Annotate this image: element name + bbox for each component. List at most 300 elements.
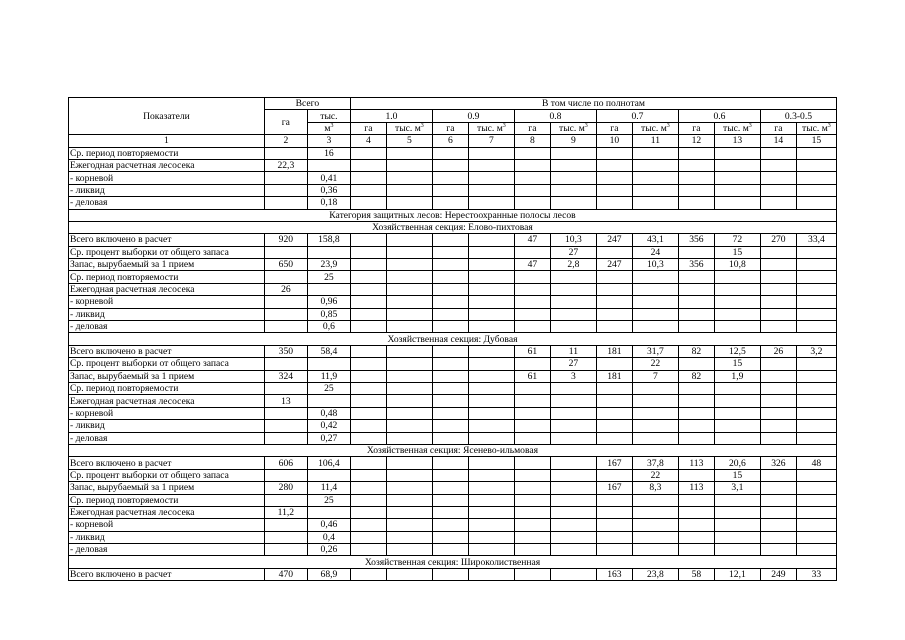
table-cell (432, 531, 468, 543)
table-cell (350, 358, 386, 370)
row-label: - ликвид (69, 308, 265, 320)
table-row (69, 395, 837, 407)
table-cell (432, 370, 468, 382)
table-cell: 106,4 (307, 457, 350, 469)
table-cell (386, 147, 432, 159)
table-cell (796, 159, 836, 171)
table-cell (596, 494, 632, 506)
header-density-0-7: 0.7 (596, 110, 678, 122)
section-row (69, 333, 837, 345)
table-row (69, 271, 837, 283)
table-cell (468, 519, 514, 531)
table-cell (432, 506, 468, 518)
table-cell: 15 (714, 358, 760, 370)
table-cell (468, 395, 514, 407)
table-cell: 22 (632, 469, 678, 481)
table-cell (468, 358, 514, 370)
table-cell (264, 308, 307, 320)
table-cell (596, 296, 632, 308)
table-cell (632, 147, 678, 159)
row-label: Ср. период повторяемости (69, 494, 265, 506)
table-cell (264, 544, 307, 556)
table-row (69, 358, 837, 370)
table-cell (550, 457, 596, 469)
table-cell (350, 184, 386, 196)
table-cell: 47 (514, 259, 550, 271)
table-cell (760, 358, 796, 370)
table-cell (514, 159, 550, 171)
row-label: Всего включено в расчет (69, 234, 265, 246)
table-cell (714, 184, 760, 196)
table-cell (678, 358, 714, 370)
table-cell (796, 321, 836, 333)
table-cell (350, 432, 386, 444)
table-cell: 280 (264, 482, 307, 494)
table-cell: 15 (714, 246, 760, 258)
table-cell (796, 519, 836, 531)
table-cell (307, 469, 350, 481)
table-cell (596, 308, 632, 320)
row-label: - деловая (69, 432, 265, 444)
table-cell (386, 172, 432, 184)
table-cell (432, 407, 468, 419)
table-cell (514, 544, 550, 556)
table-row (69, 172, 837, 184)
table-cell (350, 172, 386, 184)
row-label: Ср. процент выборки от общего запаса (69, 246, 265, 258)
table-cell (264, 147, 307, 159)
table-cell (386, 321, 432, 333)
table-cell (596, 395, 632, 407)
row-label: Запас, вырубаемый за 1 прием (69, 370, 265, 382)
column-number: 3 (307, 135, 350, 147)
row-label: Всего включено в расчет (69, 457, 265, 469)
table-cell: 7 (632, 370, 678, 382)
table-cell (432, 271, 468, 283)
table-row (69, 159, 837, 171)
table-cell: 249 (760, 568, 796, 580)
column-number: 14 (760, 135, 796, 147)
table-cell (386, 407, 432, 419)
row-label: - ликвид (69, 184, 265, 196)
table-cell (468, 308, 514, 320)
row-label: Всего включено в расчет (69, 345, 265, 357)
table-cell (796, 506, 836, 518)
table-cell (796, 382, 836, 394)
table-cell: 22,3 (264, 159, 307, 171)
table-row (69, 283, 837, 295)
table-cell (632, 283, 678, 295)
table-cell (714, 544, 760, 556)
table-cell: 0,4 (307, 531, 350, 543)
table-row (69, 482, 837, 494)
table-row (69, 296, 837, 308)
row-label: Ср. период повторяемости (69, 271, 265, 283)
header-density-0-6: 0.6 (678, 110, 760, 122)
row-label: - деловая (69, 544, 265, 556)
table-cell (386, 395, 432, 407)
table-cell (514, 457, 550, 469)
table-cell (514, 420, 550, 432)
table-cell (264, 271, 307, 283)
table-cell: 47 (514, 234, 550, 246)
table-cell (432, 321, 468, 333)
table-cell: 26 (760, 345, 796, 357)
table-cell (432, 382, 468, 394)
table-row (69, 259, 837, 271)
table-cell (678, 172, 714, 184)
table-cell (796, 184, 836, 196)
table-cell (432, 246, 468, 258)
column-number: 8 (514, 135, 550, 147)
row-label: Ср. период повторяемости (69, 382, 265, 394)
table-cell (796, 432, 836, 444)
table-cell (714, 531, 760, 543)
table-cell (307, 159, 350, 171)
table-cell (596, 469, 632, 481)
table-cell (307, 246, 350, 258)
header-unit-thousand-m3: тыс. $м^3$ (550, 122, 596, 134)
table-cell: 0,96 (307, 296, 350, 308)
table-cell (350, 494, 386, 506)
table-cell (514, 432, 550, 444)
table-cell (432, 432, 468, 444)
table-cell (596, 246, 632, 258)
table-cell (550, 407, 596, 419)
table-cell (796, 172, 836, 184)
table-cell (386, 519, 432, 531)
table-cell (796, 407, 836, 419)
table-cell: 650 (264, 259, 307, 271)
table-cell: 2,8 (550, 259, 596, 271)
table-row (69, 345, 837, 357)
section-row (69, 209, 837, 221)
table-cell (678, 246, 714, 258)
table-cell (714, 321, 760, 333)
table-cell: 33,4 (796, 234, 836, 246)
table-cell (468, 568, 514, 580)
table-cell (386, 494, 432, 506)
header-unit-ha: га (678, 122, 714, 134)
table-cell (468, 345, 514, 357)
row-label: - ликвид (69, 420, 265, 432)
table-cell (432, 358, 468, 370)
table-cell (796, 482, 836, 494)
table-cell (264, 184, 307, 196)
table-cell (678, 382, 714, 394)
table-cell (760, 544, 796, 556)
table-cell: 61 (514, 345, 550, 357)
table-cell (714, 519, 760, 531)
table-cell (386, 469, 432, 481)
section-row (69, 221, 837, 233)
table-cell: 0,85 (307, 308, 350, 320)
table-cell (350, 246, 386, 258)
table-cell (468, 494, 514, 506)
table-cell (514, 246, 550, 258)
table-cell (796, 308, 836, 320)
table-cell (468, 197, 514, 209)
header-row-1 (69, 98, 837, 110)
table-cell: 11 (550, 345, 596, 357)
table-cell: 16 (307, 147, 350, 159)
table-cell (796, 494, 836, 506)
table-cell: 22 (632, 358, 678, 370)
row-label: Ср. период повторяемости (69, 147, 265, 159)
table-cell (796, 544, 836, 556)
table-cell (678, 420, 714, 432)
table-cell (678, 184, 714, 196)
table-cell (550, 296, 596, 308)
table-cell (632, 519, 678, 531)
forest-allowable-cut-table (68, 97, 837, 581)
table-cell (350, 407, 386, 419)
table-cell (514, 519, 550, 531)
table-cell (514, 296, 550, 308)
table-cell: 82 (678, 370, 714, 382)
table-cell (264, 197, 307, 209)
row-label: Ежегодная расчетная лесосека (69, 283, 265, 295)
table-cell (468, 544, 514, 556)
column-numbers-row (69, 135, 837, 147)
table-cell (514, 395, 550, 407)
table-cell: 58 (678, 568, 714, 580)
row-label: - корневой (69, 296, 265, 308)
row-label: - корневой (69, 172, 265, 184)
table-cell (514, 358, 550, 370)
table-cell (596, 159, 632, 171)
table-cell: 181 (596, 370, 632, 382)
column-number: 15 (796, 135, 836, 147)
table-cell (678, 531, 714, 543)
table-cell (714, 147, 760, 159)
table-cell (678, 159, 714, 171)
table-cell (264, 358, 307, 370)
table-cell (350, 544, 386, 556)
table-row (69, 184, 837, 196)
table-cell (678, 296, 714, 308)
table-cell (760, 469, 796, 481)
table-cell (550, 159, 596, 171)
table-cell: 26 (264, 283, 307, 295)
table-cell (796, 283, 836, 295)
table-cell: 3 (550, 370, 596, 382)
table-cell: 12,5 (714, 345, 760, 357)
table-cell (350, 395, 386, 407)
table-cell (350, 457, 386, 469)
table-cell: 31,7 (632, 345, 678, 357)
table-cell (796, 370, 836, 382)
table-cell: 0,26 (307, 544, 350, 556)
section-title: Хозяйственная секция: Дубовая (69, 333, 837, 345)
table-cell: 27 (550, 246, 596, 258)
table-cell: 470 (264, 568, 307, 580)
table-cell (386, 184, 432, 196)
table-cell (350, 283, 386, 295)
column-number: 6 (432, 135, 468, 147)
table-cell (632, 296, 678, 308)
table-cell: 163 (596, 568, 632, 580)
table-cell (760, 259, 796, 271)
table-cell: 72 (714, 234, 760, 246)
table-row (69, 420, 837, 432)
table-cell (596, 283, 632, 295)
table-cell (468, 382, 514, 394)
table-cell: 58,4 (307, 345, 350, 357)
table-cell (550, 568, 596, 580)
table-cell (514, 184, 550, 196)
table-cell (596, 147, 632, 159)
table-cell (714, 159, 760, 171)
table-cell (514, 283, 550, 295)
table-cell: 0,42 (307, 420, 350, 432)
table-cell: 1,9 (714, 370, 760, 382)
table-cell (432, 544, 468, 556)
header-unit-thousand-m3: тыс. $м^3$ (468, 122, 514, 134)
table-cell: 10,3 (632, 259, 678, 271)
table-cell (678, 519, 714, 531)
table-cell (550, 506, 596, 518)
table-cell (714, 172, 760, 184)
table-cell (350, 308, 386, 320)
table-cell: 113 (678, 482, 714, 494)
header-unit-ha: га (432, 122, 468, 134)
table-cell (514, 321, 550, 333)
table-cell: 68,9 (307, 568, 350, 580)
table-cell (350, 370, 386, 382)
table-cell (350, 234, 386, 246)
table-row (69, 407, 837, 419)
section-row (69, 444, 837, 456)
table-cell (468, 271, 514, 283)
table-cell (350, 420, 386, 432)
table-cell (514, 308, 550, 320)
table-cell: 113 (678, 457, 714, 469)
table-row (69, 531, 837, 543)
table-cell: 606 (264, 457, 307, 469)
table-cell (386, 283, 432, 295)
table-cell (264, 172, 307, 184)
table-cell (350, 321, 386, 333)
table-cell (386, 345, 432, 357)
table-cell (760, 382, 796, 394)
table-cell (760, 246, 796, 258)
table-cell (264, 420, 307, 432)
table-cell: 61 (514, 370, 550, 382)
table-cell: 25 (307, 271, 350, 283)
table-cell: 33 (796, 568, 836, 580)
table-cell (264, 494, 307, 506)
table-cell: 0,46 (307, 519, 350, 531)
table-cell (678, 407, 714, 419)
row-label: - ликвид (69, 531, 265, 543)
table-row (69, 506, 837, 518)
table-row (69, 457, 837, 469)
table-cell (550, 308, 596, 320)
header-by-density: В том числе по полнотам (350, 98, 836, 110)
table-cell (714, 506, 760, 518)
table-cell (386, 506, 432, 518)
header-unit-thousand-m3: тыс. $м^3$ (796, 122, 836, 134)
table-cell (550, 197, 596, 209)
table-cell (307, 283, 350, 295)
table-cell (432, 482, 468, 494)
table-cell (350, 568, 386, 580)
table-cell: 13 (264, 395, 307, 407)
table-cell (386, 271, 432, 283)
table-cell (550, 519, 596, 531)
table-cell (550, 432, 596, 444)
header-density-0-8: 0.8 (514, 110, 596, 122)
table-cell (760, 531, 796, 543)
header-unit-ha: га (514, 122, 550, 134)
table-cell (468, 469, 514, 481)
table-cell (386, 358, 432, 370)
row-label: - деловая (69, 321, 265, 333)
header-density-1-0: 1.0 (350, 110, 432, 122)
table-cell: 0,18 (307, 197, 350, 209)
table-cell (796, 531, 836, 543)
table-cell (714, 395, 760, 407)
table-cell (632, 544, 678, 556)
row-label: - корневой (69, 519, 265, 531)
table-cell: 270 (760, 234, 796, 246)
table-cell (350, 506, 386, 518)
table-cell (760, 147, 796, 159)
table-cell (350, 531, 386, 543)
table-row (69, 544, 837, 556)
table-cell (264, 432, 307, 444)
row-label: - корневой (69, 407, 265, 419)
table-row (69, 494, 837, 506)
table-cell (550, 395, 596, 407)
table-cell (264, 519, 307, 531)
table-cell (468, 506, 514, 518)
header-unit-thousand-m3: тыс. $м^3$ (632, 122, 678, 134)
table-cell (432, 296, 468, 308)
table-cell (796, 271, 836, 283)
table-cell (596, 407, 632, 419)
table-cell (632, 420, 678, 432)
table-cell (514, 482, 550, 494)
table-cell: 27 (550, 358, 596, 370)
column-number: 7 (468, 135, 514, 147)
table-cell (796, 395, 836, 407)
table-cell (596, 271, 632, 283)
table-cell (386, 531, 432, 543)
table-cell (350, 382, 386, 394)
table-cell (760, 482, 796, 494)
table-cell (432, 197, 468, 209)
table-cell (468, 184, 514, 196)
table-cell (514, 568, 550, 580)
table-cell: 11,9 (307, 370, 350, 382)
table-cell (796, 259, 836, 271)
table-cell (432, 494, 468, 506)
table-cell (514, 147, 550, 159)
table-cell: 247 (596, 234, 632, 246)
section-title: Категория защитных лесов: Нерестоохранные полосы лесов (69, 209, 837, 221)
table-cell: 158,8 (307, 234, 350, 246)
header-total-thousand: тыс. (307, 110, 350, 122)
table-cell (350, 296, 386, 308)
table-cell (714, 197, 760, 209)
table-cell (760, 321, 796, 333)
table-row (69, 308, 837, 320)
table-cell (632, 382, 678, 394)
table-cell (468, 296, 514, 308)
table-cell (350, 469, 386, 481)
